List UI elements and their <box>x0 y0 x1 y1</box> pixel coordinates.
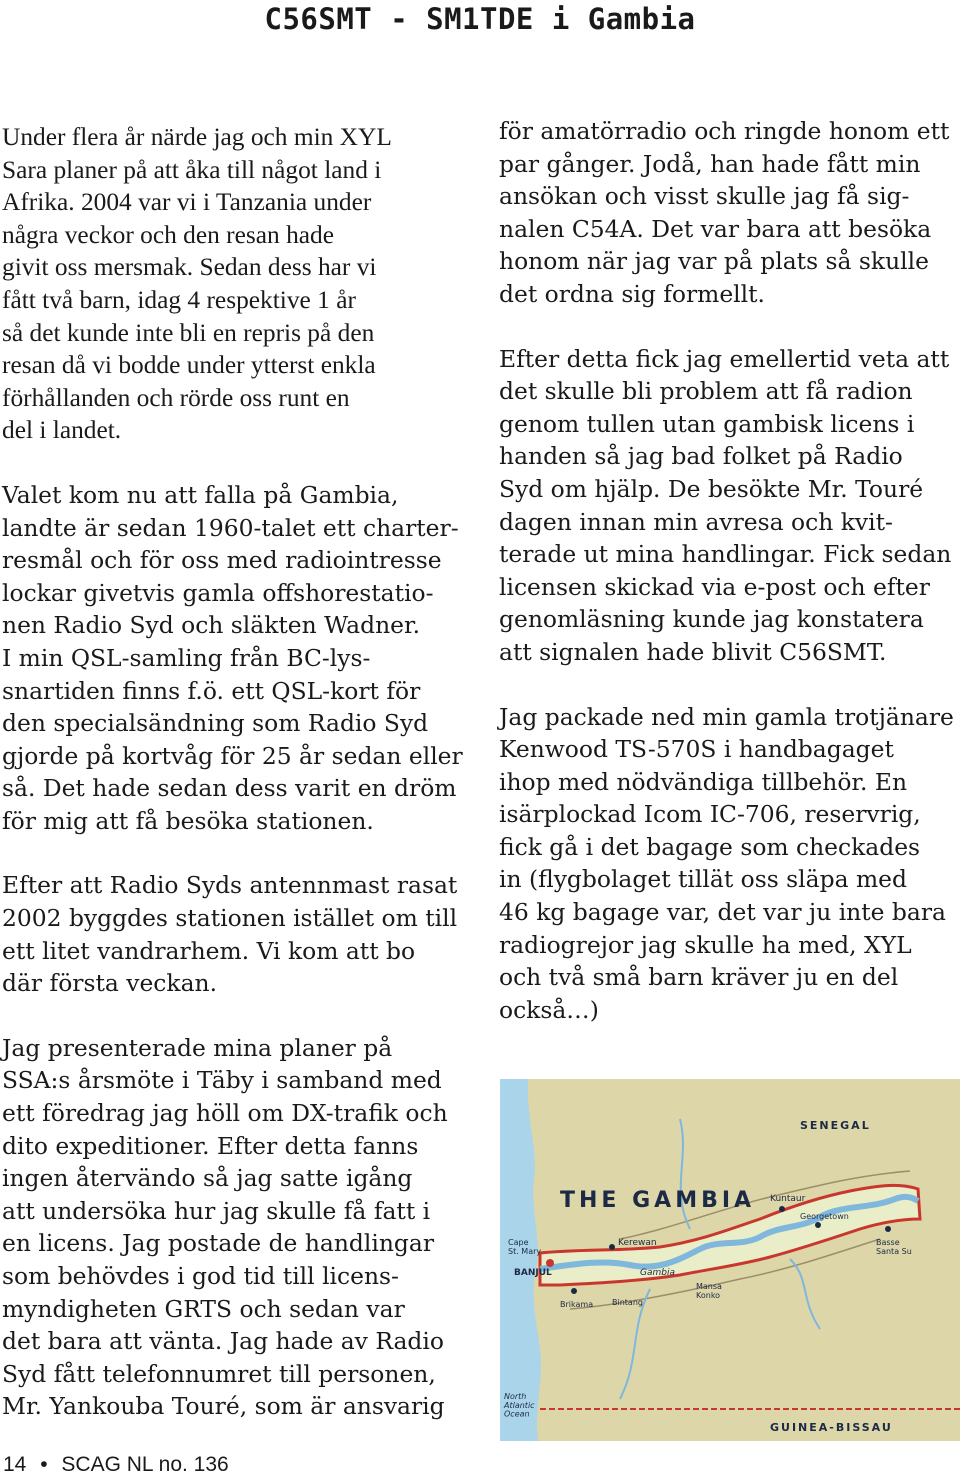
paragraph: Efter att Radio Syds antennmast rasat 2002 byggdes stationen istället om till ett litet vandrarhem. Vi kom att bo där första veckan. <box>2 871 458 998</box>
map-label-cape: Cape St. Mary <box>508 1238 542 1256</box>
publication-name: SCAG NL no. 136 <box>61 1453 229 1476</box>
map-label-bintang: Bintang <box>612 1298 643 1307</box>
map-city-banjul <box>546 1259 554 1267</box>
paragraph: Efter detta fick jag emellertid veta att det skulle bli problem att få radion genom tullen utan gambisk licens i handen så jag bad folket på Radio Syd om hjälp. De besökte Mr. Touré dagen innan min avresa och kvit- terade ut mina handlingar. Fick sedan licensen skickad via e-post och efter genomläsning kunde jag konstatera att signalen hade blivit C56SMT. <box>499 344 952 666</box>
paragraph: Jag presenterade mina planer på SSA:s årsmöte i Täby i samband med ett föredrag jag höll om DX-trafik och dito expeditioner. Efter detta fanns ingen återvändo så jag satte igång att undersöka hur jag skulle få fatt i en licens. Jag postade de handlingar som behövdes i god tid till licens- myndigheten GRTS och sedan var det bara att vänta. Jag hade av Radio Syd fått telefonnumret till personen, Mr. Yankouba Touré, som är ansvarig <box>2 1033 448 1421</box>
paragraph: för amatörradio och ringde honom ett par gånger. Jodå, han hade fått min ansökan och visst skulle jag få sig- nalen C54A. Det var bara att besöka honom när jag var på plats så skulle det ordna sig formellt. <box>499 117 950 308</box>
map-label-banjul: BANJUL <box>514 1268 552 1278</box>
page-number: 14 <box>3 1453 27 1476</box>
page-title: C56SMT - SM1TDE i Gambia <box>264 2 696 36</box>
gambia-map <box>500 1079 960 1441</box>
page-footer <box>3 1453 229 1479</box>
map-city-kuntaur <box>779 1206 785 1212</box>
left-column <box>2 121 470 1455</box>
paragraph: Under flera år närde jag och min XYL Sara planer på att åka till något land i Afrika. 2004 var vi i Tanzania under några veckor och den resan hade givit oss mersmak. Sedan dess har vi fått två barn, idag 4 respektive 1 år så det kunde inte bli en repris på den resan då vi bodde under ytterst enkla förhållanden och rörde oss runt en del i landet. <box>2 123 392 445</box>
map-title: THE GAMBIA <box>560 1188 756 1213</box>
map-label-gambia-river: Gambia <box>640 1268 675 1278</box>
map-city-basse <box>885 1226 891 1232</box>
map-label-kuntaur: Kuntaur <box>770 1194 806 1204</box>
map-city-kerewan <box>609 1244 615 1250</box>
right-column <box>499 115 960 1058</box>
paragraph: Valet kom nu att falla på Gambia, landte är sedan 1960-talet ett charter- resmål och för oss med radiointresse lockar givetvis gamla offshorestatio- nen Radio Syd och släkten Wadner. I min QSL-samling från BC-lys- snartiden finns f.ö. ett QSL-kort för den specialsändning som Radio Syd gjorde på kortvåg för 25 år sedan eller så. Det hade sedan dess varit en dröm för mig att få besöka stationen. <box>2 480 463 835</box>
map-label-ocean: North Atlantic Ocean <box>504 1392 535 1419</box>
map-label-basse: Basse Santa Su <box>876 1238 912 1256</box>
map-label-mansakonko: Mansa Konko <box>696 1282 722 1300</box>
paragraph: Jag packade ned min gamla trotjänare Kenwood TS-570S i handbagaget ihop med nödvändiga tillbehör. En isärplockad Icom IC-706, reservrig, fick gå i det bagage som checkades in (flygbolaget tillät oss släpa med 46 kg bagage var, det var ju inte bara radiogrejor jag skulle ha med, XYL och två små barn kräver ju en del också…) <box>499 702 954 1024</box>
map-label-guinea-bissau: GUINEA-BISSAU <box>770 1421 893 1434</box>
map-label-georgetown: Georgetown <box>800 1212 849 1221</box>
map-label-brikama: Brikama <box>560 1300 594 1309</box>
footer-bullet: • <box>40 1453 48 1476</box>
map-city-georgetown <box>815 1222 821 1228</box>
map-city-brikama <box>571 1288 577 1294</box>
map-label-kerewan: Kerewan <box>618 1238 657 1248</box>
map-label-senegal: SENEGAL <box>800 1119 871 1132</box>
map-graphic <box>500 1079 960 1441</box>
